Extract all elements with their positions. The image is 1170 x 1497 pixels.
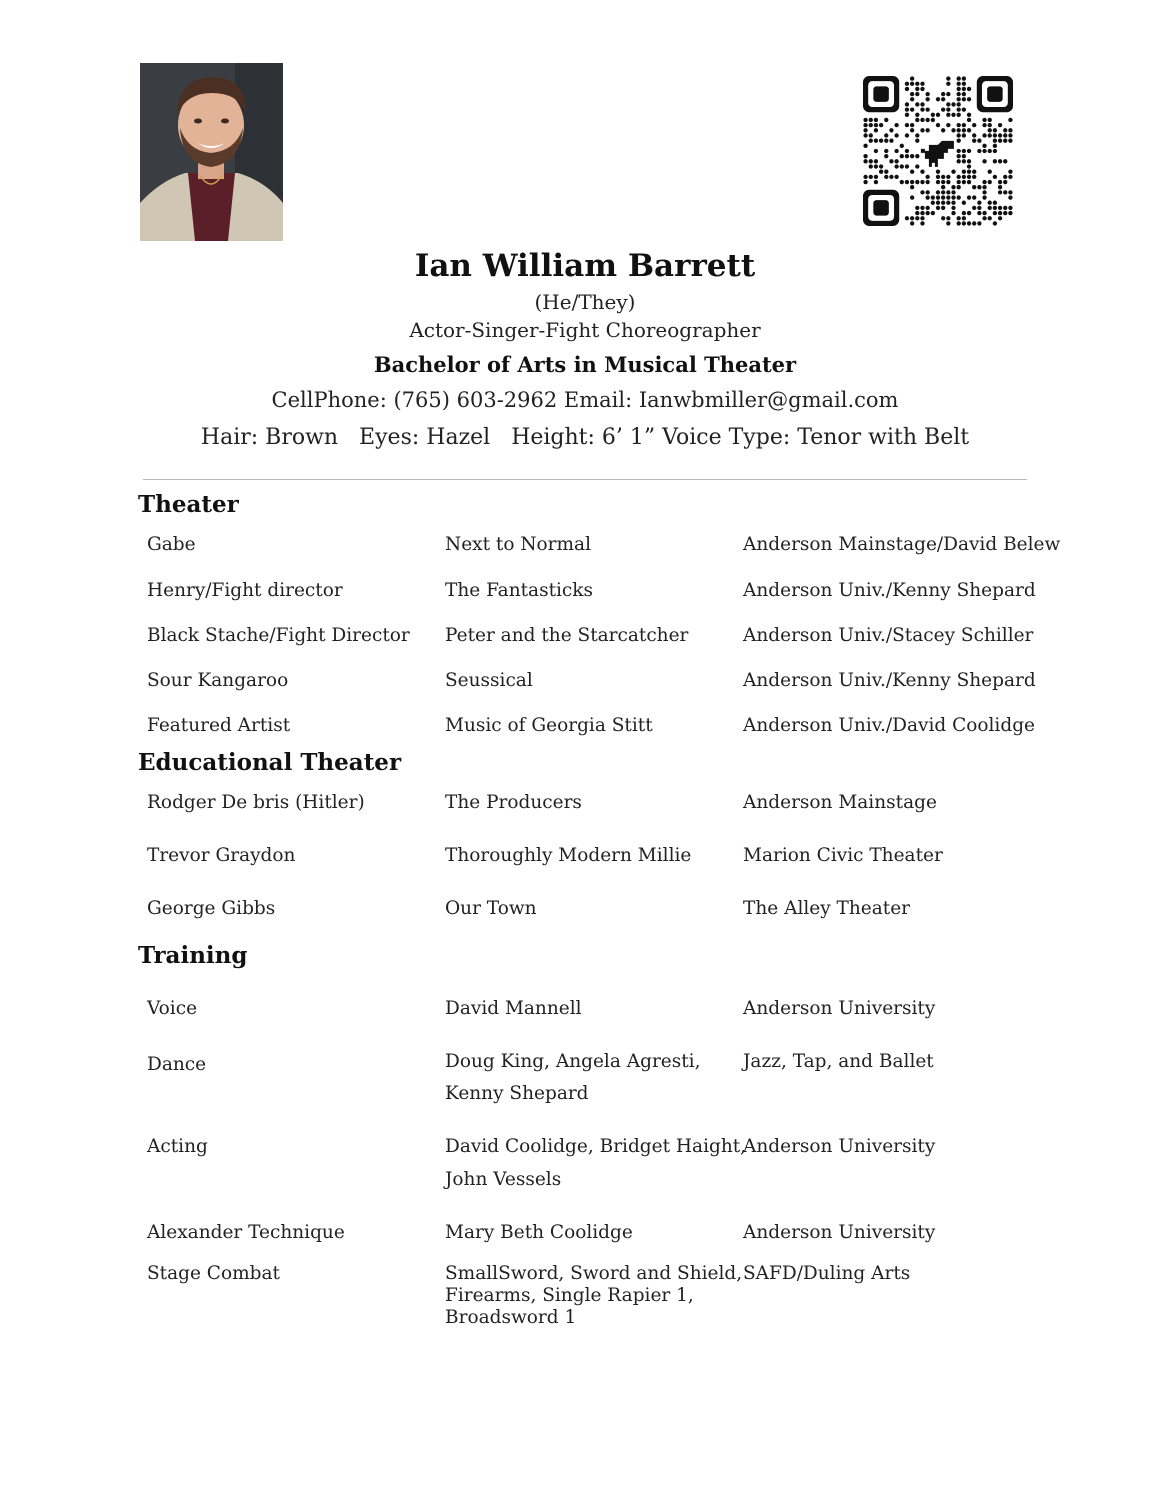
show-cell: The Fantasticks (445, 580, 593, 601)
role-cell: George Gibbs (147, 898, 276, 919)
show-cell: Music of Georgia Stitt (445, 715, 653, 736)
headshot-photo (140, 63, 283, 241)
header-divider (143, 479, 1027, 480)
institution-cell: Jazz, Tap, and Ballet (743, 1051, 934, 1072)
show-cell: Next to Normal (445, 534, 591, 555)
teacher-cell: Doug King, Angela Agresti, (445, 1051, 701, 1072)
degree-line: Bachelor of Arts in Musical Theater (373, 352, 797, 377)
venue-cell: Anderson Mainstage (743, 792, 937, 813)
venue-cell: Anderson Univ./Kenny Shepard (743, 580, 1036, 601)
physical-stats-line: Hair: Brown Eyes: Hazel Height: 6’ 1” Voice Type: Tenor with Belt (200, 425, 970, 450)
discipline-cell: Stage Combat (147, 1263, 280, 1284)
show-cell: Seussical (445, 670, 533, 691)
venue-cell: Anderson Univ./Kenny Shepard (743, 670, 1036, 691)
venue-cell: Marion Civic Theater (743, 845, 943, 866)
teacher-cell: David Mannell (445, 998, 582, 1019)
roles-line: Actor-Singer-Fight Choreographer (409, 318, 761, 342)
role-cell: Trevor Graydon (147, 845, 296, 866)
combat-line: Broadsword 1 (445, 1307, 577, 1328)
role-cell: Gabe (147, 534, 196, 555)
teacher-cell: Mary Beth Coolidge (445, 1222, 633, 1243)
qr-code[interactable] (863, 76, 1013, 226)
venue-cell: Anderson Mainstage/David Belew (743, 534, 1061, 555)
discipline-cell: Voice (147, 998, 198, 1019)
contact-line: CellPhone: (765) 603-2962 Email: Ianwbmiller@gmail.com (271, 388, 899, 412)
role-cell: Sour Kangaroo (147, 670, 289, 691)
discipline-cell: Alexander Technique (147, 1222, 345, 1243)
discipline-cell: Dance (147, 1054, 207, 1075)
venue-cell: Anderson Univ./David Coolidge (743, 715, 1035, 736)
venue-cell: Anderson Univ./Stacey Schiller (743, 625, 1034, 646)
pronouns: (He/They) (534, 290, 636, 314)
applicant-name: Ian William Barrett (414, 248, 756, 284)
teacher-cell: Kenny Shepard (445, 1083, 589, 1104)
combat-line: Firearms, Single Rapier 1, (445, 1285, 694, 1306)
show-cell: Our Town (445, 898, 537, 919)
teacher-cell (445, 1263, 742, 1329)
institution-cell: Anderson University (743, 998, 936, 1019)
show-cell: Thoroughly Modern Millie (445, 845, 692, 866)
institution-cell: Anderson University (743, 1222, 936, 1243)
discipline-cell: Acting (147, 1136, 208, 1157)
institution-cell: SAFD/Duling Arts (743, 1263, 911, 1284)
show-cell: Peter and the Starcatcher (445, 625, 689, 646)
venue-cell: The Alley Theater (743, 898, 911, 919)
combat-line: SmallSword, Sword and Shield, (445, 1263, 743, 1284)
role-cell: Featured Artist (147, 715, 291, 736)
role-cell: Black Stache/Fight Director (147, 625, 410, 646)
teacher-cell: John Vessels (445, 1169, 562, 1190)
section-title-training: Training (138, 942, 248, 969)
teacher-cell: David Coolidge, Bridget Haight, (445, 1136, 747, 1157)
section-title-educational-theater: Educational Theater (138, 749, 402, 776)
section-title-theater: Theater (138, 491, 239, 518)
show-cell: The Producers (445, 792, 582, 813)
role-cell: Rodger De bris (Hitler) (147, 792, 365, 813)
institution-cell: Anderson University (743, 1136, 936, 1157)
role-cell: Henry/Fight director (147, 580, 343, 601)
